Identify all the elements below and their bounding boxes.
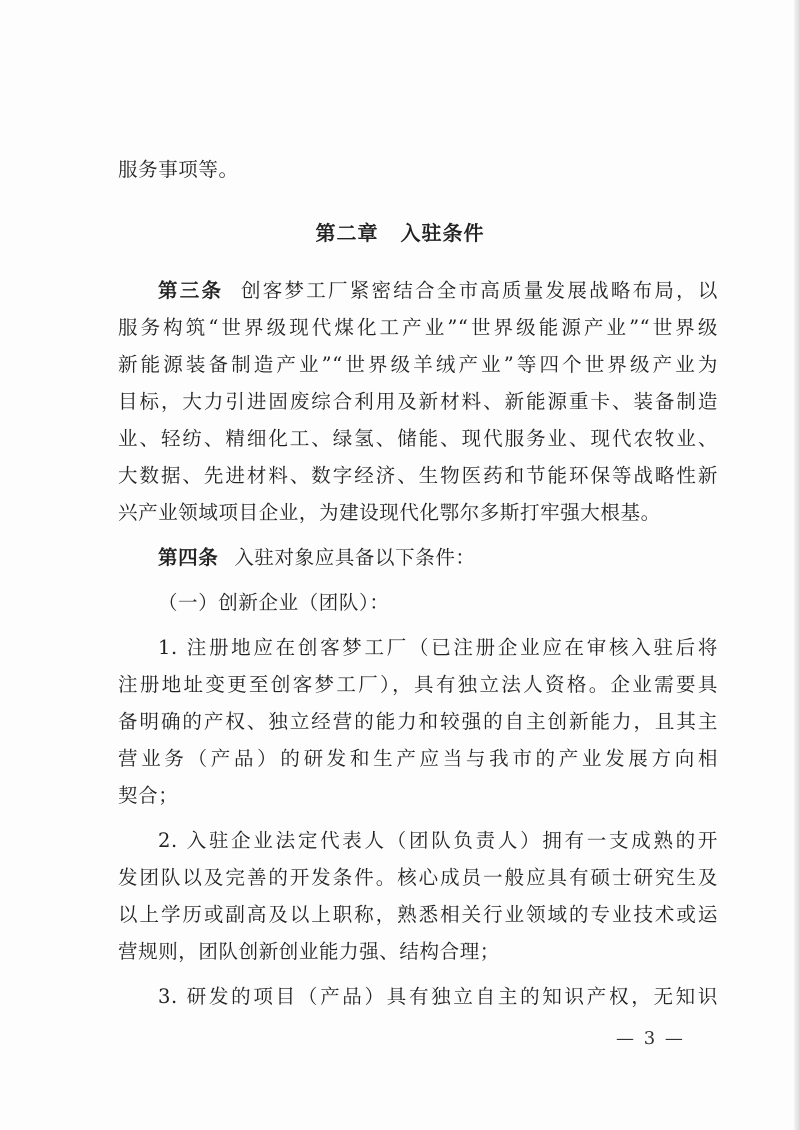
item-1-line-3: 备明确的产权、独立经营的能力和较强的自主创新能力，且其主 [118,710,718,733]
item-1-line-4: 营业务（产品）的研发和生产应当与我市的产业发展方向相 [118,747,718,770]
item-1-line-1: 1. 注册地应在创客梦工厂（已注册企业应在审核入驻后将 [158,636,718,659]
article-3-line-4: 目标，大力引进固废综合利用及新材料、新能源重卡、装备制造 [118,390,718,413]
article-4-text: 入驻对象应具备以下条件： [234,546,476,569]
article-3-line-5: 业、轻纺、精细化工、绿氢、储能、现代服务业、现代农牧业、 [118,427,718,450]
item-3-line-1: 3. 研发的项目（产品）具有独立自主的知识产权，无知识 [158,985,718,1008]
chapter-heading [0,217,800,246]
article-3-label: 第三条 [158,279,224,302]
article-3-line-2: 服务构筑“世界级现代煤化工产业”“世界级能源产业”“世界级 [118,316,718,339]
article-3-line-1: 创客梦工厂紧密结合全市高质量发展战略布局，以 [239,279,718,302]
article-4-first-line [158,545,718,571]
article-3-first-line [158,278,718,304]
chapter-number: 第二章 [315,221,379,245]
item-2-line-1: 2. 入驻企业法定代表人（团队负责人）拥有一支成熟的开 [158,829,718,852]
item-1-line-5: 契合； [118,784,179,807]
item-2-line-4: 营规则，团队创新创业能力强、结构合理； [118,940,500,963]
continuation-line: 服务事项等。 [118,158,239,181]
sub-section-1-heading: （一）创新企业（团队）： [158,591,390,614]
item-1-line-2: 注册地址变更至创客梦工厂），具有独立法人资格。企业需要具 [118,673,718,696]
page-edge-shadow [794,0,800,1130]
page-number: — 3 — [616,1028,685,1049]
article-3-line-6: 大数据、先进材料、数字经济、生物医药和节能环保等战略性新 [118,464,718,487]
item-2-line-2: 发团队以及完善的开发条件。核心成员一般应具有硕士研究生及 [118,866,718,889]
chapter-title: 入驻条件 [400,221,485,245]
article-3-line-3: 新能源装备制造产业”“世界级羊绒产业”等四个世界级产业为 [118,353,718,376]
article-3-line-7: 兴产业领域项目企业，为建设现代化鄂尔多斯打牢强大根基。 [118,501,661,524]
article-4-label: 第四条 [158,546,219,569]
item-2-line-3: 以上学历或副高及以上职称，熟悉相关行业领域的专业技术或运 [118,903,718,926]
